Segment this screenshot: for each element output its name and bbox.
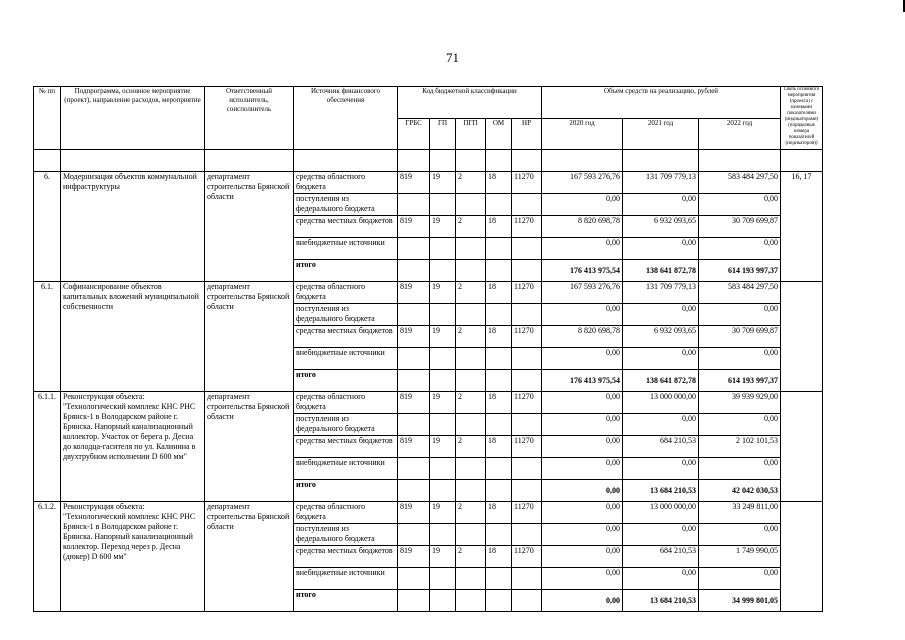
code-pgp: 2 bbox=[456, 216, 486, 238]
total-2021: 13 684 210,53 bbox=[623, 480, 699, 502]
amount-2022: 39 939 929,00 bbox=[699, 392, 781, 414]
amount-2020: 0,00 bbox=[542, 348, 623, 370]
amount-2022: 0,00 bbox=[699, 458, 781, 480]
amount-2022: 0,00 bbox=[699, 524, 781, 546]
code-gp: 19 bbox=[430, 282, 456, 304]
row-responsible: департамент строительства Брянской области bbox=[205, 392, 294, 502]
row-title: Софинансирование объектов капитальных вложений муниципальной собственности bbox=[61, 282, 205, 392]
code-pgp bbox=[456, 348, 486, 370]
code-om bbox=[486, 194, 512, 216]
amount-2022: 0,00 bbox=[699, 238, 781, 260]
total-2020: 176 413 975,54 bbox=[542, 370, 623, 392]
amount-2021: 6 932 093,65 bbox=[623, 326, 699, 348]
page-number: 71 bbox=[446, 50, 459, 65]
code-pgp bbox=[456, 304, 486, 326]
total-code-cell bbox=[512, 480, 542, 502]
total-code-cell bbox=[398, 590, 430, 612]
header-year-2020: 2020 год bbox=[542, 119, 623, 150]
code-gp bbox=[430, 348, 456, 370]
total-code-cell bbox=[430, 260, 456, 282]
table-row bbox=[34, 502, 823, 524]
indicator-link bbox=[781, 282, 823, 392]
code-grbs: 819 bbox=[398, 326, 430, 348]
amount-2020: 0,00 bbox=[542, 436, 623, 458]
code-grbs bbox=[398, 348, 430, 370]
code-nr: 11270 bbox=[512, 282, 542, 304]
header-gp: ГП bbox=[430, 119, 456, 150]
amount-2021: 6 932 093,65 bbox=[623, 216, 699, 238]
amount-2020: 0,00 bbox=[542, 546, 623, 568]
code-nr: 11270 bbox=[512, 326, 542, 348]
code-nr: 11270 bbox=[512, 436, 542, 458]
code-nr: 11270 bbox=[512, 216, 542, 238]
spacer-row bbox=[34, 150, 823, 172]
code-pgp: 2 bbox=[456, 546, 486, 568]
funding-source: средства местных бюджетов bbox=[294, 546, 398, 568]
code-pgp: 2 bbox=[456, 282, 486, 304]
total-code-cell bbox=[456, 480, 486, 502]
amount-2022: 0,00 bbox=[699, 568, 781, 590]
amount-2020: 0,00 bbox=[542, 458, 623, 480]
amount-2020: 8 820 698,78 bbox=[542, 326, 623, 348]
funding-source: внебюджетные источники bbox=[294, 238, 398, 260]
total-2021: 13 684 210,53 bbox=[623, 590, 699, 612]
amount-2021: 0,00 bbox=[623, 458, 699, 480]
row-number: 6.1.2. bbox=[34, 502, 61, 612]
spacer-cell bbox=[430, 150, 456, 172]
funding-source: средства местных бюджетов bbox=[294, 216, 398, 238]
spacer-cell bbox=[512, 150, 542, 172]
spacer-cell bbox=[623, 150, 699, 172]
total-code-cell bbox=[456, 590, 486, 612]
code-nr: 11270 bbox=[512, 172, 542, 194]
code-grbs bbox=[398, 414, 430, 436]
amount-2020: 8 820 698,78 bbox=[542, 216, 623, 238]
total-code-cell bbox=[430, 590, 456, 612]
code-om: 18 bbox=[486, 172, 512, 194]
code-pgp bbox=[456, 194, 486, 216]
amount-2022: 0,00 bbox=[699, 304, 781, 326]
amount-2021: 0,00 bbox=[623, 304, 699, 326]
amount-2022: 30 709 699,87 bbox=[699, 216, 781, 238]
header-no: № пп bbox=[34, 87, 61, 150]
row-title: Реконструкция объекта: "Технологический комплекс КНС РНС Брянск-1 в Володарском районе г. Брянска. Напорный канализационный коллектор. Участок от берега р. Десна до колодца-гасителя по ул. Калинина в двухтрубном исполнении D 600 мм" bbox=[61, 392, 205, 502]
code-pgp: 2 bbox=[456, 172, 486, 194]
amount-2020: 167 593 276,76 bbox=[542, 172, 623, 194]
code-grbs: 819 bbox=[398, 216, 430, 238]
code-gp: 19 bbox=[430, 392, 456, 414]
code-grbs bbox=[398, 194, 430, 216]
spacer-cell bbox=[486, 150, 512, 172]
funding-source: внебюджетные источники bbox=[294, 348, 398, 370]
code-gp: 19 bbox=[430, 436, 456, 458]
amount-2020: 0,00 bbox=[542, 238, 623, 260]
code-om: 18 bbox=[486, 216, 512, 238]
code-gp: 19 bbox=[430, 546, 456, 568]
code-gp bbox=[430, 458, 456, 480]
funding-source: поступления из федерального бюджета bbox=[294, 414, 398, 436]
code-gp bbox=[430, 238, 456, 260]
amount-2022: 2 102 101,53 bbox=[699, 436, 781, 458]
code-grbs: 819 bbox=[398, 546, 430, 568]
code-pgp bbox=[456, 524, 486, 546]
code-om bbox=[486, 348, 512, 370]
code-om bbox=[486, 304, 512, 326]
code-nr bbox=[512, 568, 542, 590]
amount-2021: 131 709 779,13 bbox=[623, 172, 699, 194]
funding-source: поступления из федерального бюджета bbox=[294, 194, 398, 216]
amount-2021: 0,00 bbox=[623, 524, 699, 546]
code-gp: 19 bbox=[430, 216, 456, 238]
total-code-cell bbox=[430, 370, 456, 392]
header-responsible: Ответственный исполнитель, соисполнитель bbox=[205, 87, 294, 150]
header-source: Источник финансового обеспечения bbox=[294, 87, 398, 150]
header-program: Подпрограмма, основное мероприятие (проект), направление расходов, мероприятие bbox=[61, 87, 205, 150]
spacer-cell bbox=[456, 150, 486, 172]
amount-2022: 583 484 297,50 bbox=[699, 282, 781, 304]
total-2021: 138 641 872,78 bbox=[623, 260, 699, 282]
code-grbs: 819 bbox=[398, 436, 430, 458]
total-code-cell bbox=[430, 480, 456, 502]
funding-source: средства областного бюджета bbox=[294, 282, 398, 304]
code-grbs: 819 bbox=[398, 172, 430, 194]
code-nr bbox=[512, 458, 542, 480]
code-nr: 11270 bbox=[512, 502, 542, 524]
code-nr bbox=[512, 414, 542, 436]
code-om bbox=[486, 414, 512, 436]
funding-source: поступления из федерального бюджета bbox=[294, 304, 398, 326]
header-year-2021: 2021 год bbox=[623, 119, 699, 150]
code-pgp bbox=[456, 458, 486, 480]
code-pgp: 2 bbox=[456, 502, 486, 524]
amount-2020: 0,00 bbox=[542, 414, 623, 436]
header-pgp: ПГП bbox=[456, 119, 486, 150]
total-code-cell bbox=[512, 590, 542, 612]
total-code-cell bbox=[512, 260, 542, 282]
code-pgp bbox=[456, 238, 486, 260]
code-nr: 11270 bbox=[512, 392, 542, 414]
amount-2022: 30 709 699,87 bbox=[699, 326, 781, 348]
code-pgp bbox=[456, 414, 486, 436]
row-title: Модернизация объектов коммунальной инфраструктуры bbox=[61, 172, 205, 282]
amount-2021: 0,00 bbox=[623, 194, 699, 216]
code-gp bbox=[430, 568, 456, 590]
spacer-cell bbox=[61, 150, 205, 172]
row-number: 6.1. bbox=[34, 282, 61, 392]
total-2021: 138 641 872,78 bbox=[623, 370, 699, 392]
code-nr bbox=[512, 238, 542, 260]
code-om: 18 bbox=[486, 282, 512, 304]
funding-source: средства местных бюджетов bbox=[294, 326, 398, 348]
funding-source: средства областного бюджета bbox=[294, 502, 398, 524]
amount-2020: 0,00 bbox=[542, 502, 623, 524]
row-title: Реконструкция объекта: "Технологический комплекс КНС РНС Брянск-1 в Володарском районе г. Брянска. Напорный канализационный коллектор. Переход через р. Десна (дюкер) D 600 мм" bbox=[61, 502, 205, 612]
total-label: итого bbox=[294, 260, 398, 282]
total-code-cell bbox=[398, 370, 430, 392]
code-pgp: 2 bbox=[456, 436, 486, 458]
code-om: 18 bbox=[486, 436, 512, 458]
budget-table-body bbox=[34, 150, 823, 612]
spacer-cell bbox=[781, 150, 823, 172]
total-2022: 614 193 997,37 bbox=[699, 260, 781, 282]
total-2022: 42 042 030,53 bbox=[699, 480, 781, 502]
total-2020: 0,00 bbox=[542, 590, 623, 612]
total-code-cell bbox=[456, 370, 486, 392]
funding-source: средства местных бюджетов bbox=[294, 436, 398, 458]
spacer-cell bbox=[699, 150, 781, 172]
code-om: 18 bbox=[486, 326, 512, 348]
code-om bbox=[486, 458, 512, 480]
code-gp bbox=[430, 304, 456, 326]
code-grbs: 819 bbox=[398, 392, 430, 414]
code-gp bbox=[430, 524, 456, 546]
code-pgp: 2 bbox=[456, 326, 486, 348]
amount-2020: 0,00 bbox=[542, 524, 623, 546]
table-row bbox=[34, 172, 823, 194]
code-nr bbox=[512, 304, 542, 326]
header-grbs: ГРБС bbox=[398, 119, 430, 150]
code-grbs bbox=[398, 458, 430, 480]
amount-2021: 13 000 000,00 bbox=[623, 502, 699, 524]
total-code-cell bbox=[398, 480, 430, 502]
header-budget-code: Код бюджетной классификации bbox=[398, 87, 542, 119]
total-code-cell bbox=[398, 260, 430, 282]
amount-2021: 0,00 bbox=[623, 238, 699, 260]
code-gp bbox=[430, 194, 456, 216]
code-om: 18 bbox=[486, 502, 512, 524]
total-2020: 176 413 975,54 bbox=[542, 260, 623, 282]
row-number: 6. bbox=[34, 172, 61, 282]
code-om bbox=[486, 568, 512, 590]
code-nr: 11270 bbox=[512, 546, 542, 568]
amount-2022: 0,00 bbox=[699, 348, 781, 370]
header-nr: НР bbox=[512, 119, 542, 150]
code-nr bbox=[512, 348, 542, 370]
total-label: итого bbox=[294, 480, 398, 502]
code-pgp: 2 bbox=[456, 392, 486, 414]
indicator-link bbox=[781, 502, 823, 612]
amount-2021: 13 000 000,00 bbox=[623, 392, 699, 414]
amount-2022: 33 249 811,00 bbox=[699, 502, 781, 524]
code-gp: 19 bbox=[430, 172, 456, 194]
amount-2021: 0,00 bbox=[623, 414, 699, 436]
funding-source: внебюджетные источники bbox=[294, 568, 398, 590]
total-code-cell bbox=[512, 370, 542, 392]
amount-2021: 131 709 779,13 bbox=[623, 282, 699, 304]
total-code-cell bbox=[486, 590, 512, 612]
row-responsible: департамент строительства Брянской области bbox=[205, 282, 294, 392]
code-gp bbox=[430, 414, 456, 436]
row-responsible: департамент строительства Брянской области bbox=[205, 502, 294, 612]
total-code-cell bbox=[486, 480, 512, 502]
header-om: ОМ bbox=[486, 119, 512, 150]
total-code-cell bbox=[486, 260, 512, 282]
total-2022: 34 999 801,05 bbox=[699, 590, 781, 612]
table-row bbox=[34, 392, 823, 414]
code-grbs bbox=[398, 238, 430, 260]
indicator-link bbox=[781, 392, 823, 502]
amount-2022: 0,00 bbox=[699, 194, 781, 216]
amount-2020: 0,00 bbox=[542, 392, 623, 414]
code-pgp bbox=[456, 568, 486, 590]
code-gp: 19 bbox=[430, 502, 456, 524]
table-row bbox=[34, 282, 823, 304]
header-amount: Объем средств на реализацию, рублей bbox=[542, 87, 781, 119]
spacer-cell bbox=[294, 150, 398, 172]
code-grbs: 819 bbox=[398, 282, 430, 304]
code-nr bbox=[512, 194, 542, 216]
funding-source: средства областного бюджета bbox=[294, 392, 398, 414]
total-2020: 0,00 bbox=[542, 480, 623, 502]
total-code-cell bbox=[456, 260, 486, 282]
spacer-cell bbox=[542, 150, 623, 172]
amount-2020: 0,00 bbox=[542, 568, 623, 590]
row-number: 6.1.1. bbox=[34, 392, 61, 502]
code-om bbox=[486, 524, 512, 546]
amount-2021: 0,00 bbox=[623, 568, 699, 590]
code-om: 18 bbox=[486, 392, 512, 414]
funding-source: поступления из федерального бюджета bbox=[294, 524, 398, 546]
amount-2020: 0,00 bbox=[542, 194, 623, 216]
spacer-cell bbox=[205, 150, 294, 172]
indicator-link: 16, 17 bbox=[781, 172, 823, 282]
amount-2022: 1 749 990,05 bbox=[699, 546, 781, 568]
header-link: Связь основного мероприятия (проекта) с целевыми показателями (индикаторами) (порядковые номера показателей (индикаторов)) bbox=[781, 87, 823, 150]
header-year-2022: 2022 год bbox=[699, 119, 781, 150]
code-nr bbox=[512, 524, 542, 546]
spacer-cell bbox=[34, 150, 61, 172]
row-responsible: департамент строительства Брянской области bbox=[205, 172, 294, 282]
spacer-cell bbox=[398, 150, 430, 172]
code-grbs: 819 bbox=[398, 502, 430, 524]
amount-2020: 167 593 276,76 bbox=[542, 282, 623, 304]
code-om bbox=[486, 238, 512, 260]
code-grbs bbox=[398, 304, 430, 326]
amount-2021: 684 210,53 bbox=[623, 546, 699, 568]
total-label: итого bbox=[294, 370, 398, 392]
amount-2021: 684 210,53 bbox=[623, 436, 699, 458]
funding-source: средства областного бюджета bbox=[294, 172, 398, 194]
amount-2022: 583 484 297,50 bbox=[699, 172, 781, 194]
budget-table bbox=[33, 86, 823, 612]
code-grbs bbox=[398, 524, 430, 546]
code-om: 18 bbox=[486, 546, 512, 568]
amount-2020: 0,00 bbox=[542, 304, 623, 326]
total-2022: 614 193 997,37 bbox=[699, 370, 781, 392]
total-code-cell bbox=[486, 370, 512, 392]
code-gp: 19 bbox=[430, 326, 456, 348]
amount-2021: 0,00 bbox=[623, 348, 699, 370]
total-label: итого bbox=[294, 590, 398, 612]
funding-source: внебюджетные источники bbox=[294, 458, 398, 480]
amount-2022: 0,00 bbox=[699, 414, 781, 436]
code-grbs bbox=[398, 568, 430, 590]
